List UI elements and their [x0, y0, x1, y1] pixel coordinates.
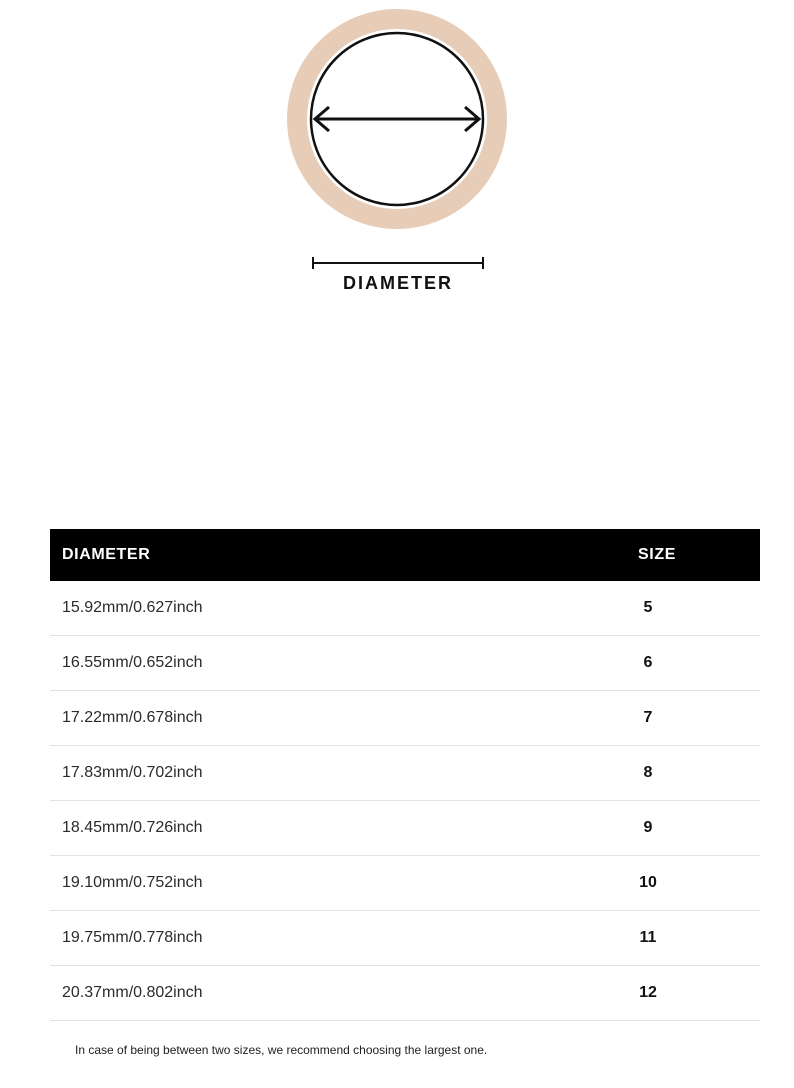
diameter-caption: DIAMETER	[343, 273, 453, 293]
row-size: 12	[639, 984, 657, 1001]
row-diameter: 20.37mm/0.802inch	[62, 984, 203, 1001]
row-diameter: 19.10mm/0.752inch	[62, 874, 203, 891]
table-header	[50, 529, 760, 581]
row-size: 9	[643, 819, 653, 836]
diameter-column-header: DIAMETER	[62, 546, 151, 563]
row-diameter: 15.92mm/0.627inch	[62, 599, 203, 616]
row-size: 10	[639, 874, 657, 891]
table-row	[50, 966, 760, 1021]
table-row	[50, 856, 760, 911]
row-diameter: 17.22mm/0.678inch	[62, 709, 203, 726]
sizing-footnote: In case of being between two sizes, we recommend choosing the largest one.	[75, 1043, 488, 1057]
table-row	[50, 636, 760, 691]
ring-diagram	[286, 8, 508, 230]
size-column-header: SIZE	[638, 546, 676, 563]
table-row	[50, 911, 760, 966]
row-size: 5	[643, 599, 653, 616]
table-row	[50, 581, 760, 636]
table-row	[50, 691, 760, 746]
row-size: 11	[639, 929, 657, 946]
row-size: 6	[643, 654, 653, 671]
row-size: 7	[643, 709, 653, 726]
row-diameter: 17.83mm/0.702inch	[62, 764, 203, 781]
ring-size-table	[50, 529, 760, 1021]
diameter-measure-line	[311, 255, 485, 273]
row-size: 8	[643, 764, 653, 781]
row-diameter: 18.45mm/0.726inch	[62, 819, 203, 836]
row-diameter: 16.55mm/0.652inch	[62, 654, 203, 671]
row-diameter: 19.75mm/0.778inch	[62, 929, 203, 946]
table-row	[50, 746, 760, 801]
table-row	[50, 801, 760, 856]
